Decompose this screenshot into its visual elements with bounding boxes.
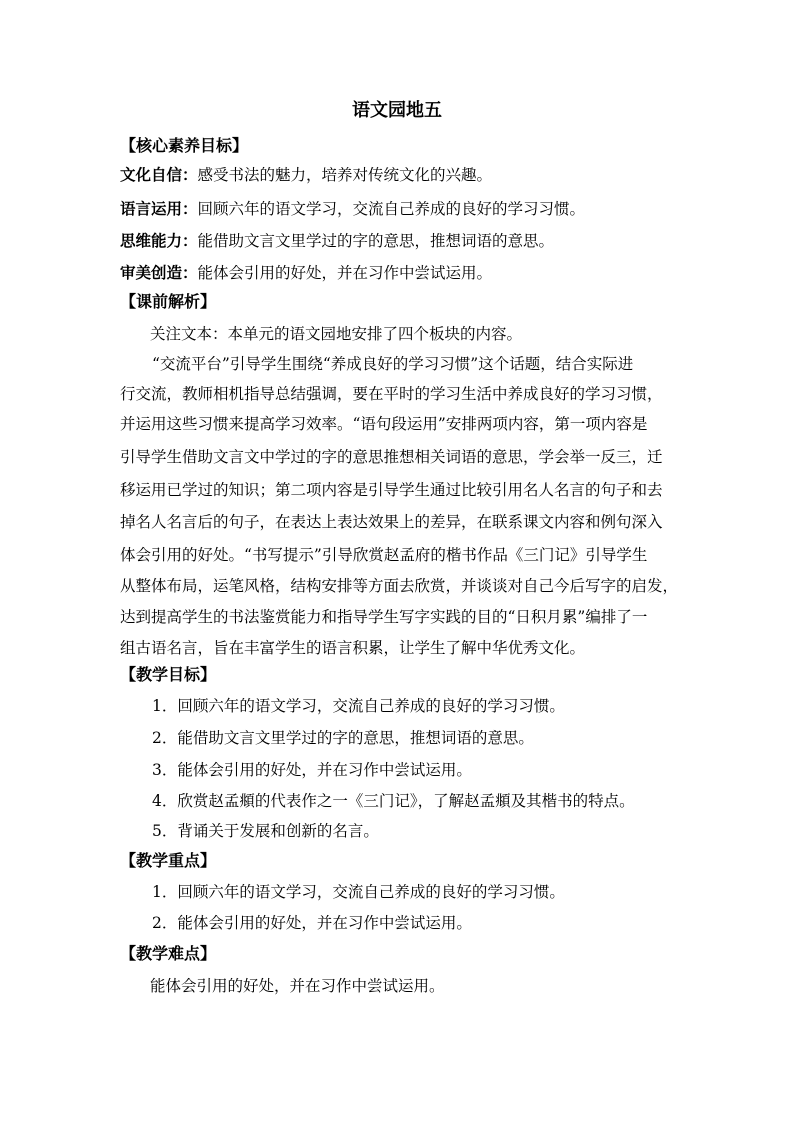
- analysis-heading: 【课前解析】: [120, 292, 217, 311]
- analysis-line: 掉名人名言后的句子，在表达上表达效果上的差异，在联系课文内容和例句深入: [120, 513, 663, 531]
- objective-item: 1．回顾六年的语文学习，交流自己养成的良好的学习习惯。: [152, 697, 565, 715]
- page-title: 语文园地五: [352, 100, 442, 121]
- analysis-line: 达到提高学生的书法鉴赏能力和指导学生写字实践的目的“日积月累”编排了一: [120, 608, 648, 626]
- analysis-line: 移运用已学过的知识；第二项内容是引导学生通过比较引用名人名言的句子和去: [120, 481, 663, 499]
- core-goal-language: [120, 197, 680, 221]
- objective-item: 5．背诵关于发展和创新的名言。: [152, 822, 379, 840]
- core-goal-culture: [120, 163, 680, 187]
- core-goal-label: 文化自信：: [120, 165, 198, 184]
- key-points-heading: 【教学重点】: [120, 851, 217, 870]
- core-goal-label: 审美创造：: [120, 263, 198, 282]
- key-point-item: 2．能体会引用的好处，并在习作中尝试运用。: [152, 914, 472, 932]
- analysis-line: 组古语名言，旨在丰富学生的语言积累，让学生了解中华优秀文化。: [120, 639, 586, 657]
- difficulty-heading: 【教学难点】: [120, 944, 217, 963]
- core-goal-label: 语言运用：: [120, 199, 198, 218]
- analysis-line: “交流平台”引导学生围绕“养成良好的学习习惯”这个话题，结合实际进: [152, 355, 634, 373]
- analysis-line: 关注文本：本单元的语文园地安排了四个板块的内容。: [150, 325, 523, 343]
- core-goal-aesthetic: [120, 261, 680, 285]
- objective-item: 3．能体会引用的好处，并在习作中尝试运用。: [152, 761, 472, 779]
- analysis-line: 从整体布局，运笔风格，结构安排等方面去欣赏，并谈谈对自己今后写字的启发，: [120, 577, 679, 595]
- objective-item: 2．能借助文言文里学过的字的意思，推想词语的意思。: [152, 729, 534, 747]
- objective-item: 4．欣赏赵孟頫的代表作之一《三门记》，了解赵孟頫及其楷书的特点。: [152, 792, 635, 810]
- core-goals-heading: 【核心素养目标】: [120, 136, 249, 155]
- analysis-line: 并运用这些习惯来提高学习效率。“语句段运用”安排两项内容，第一项内容是: [120, 415, 648, 433]
- analysis-line: 体会引用的好处。“书写提示”引导欣赏赵孟府的楷书作品《三门记》引导学生: [120, 546, 648, 564]
- objectives-heading: 【教学目标】: [120, 665, 217, 684]
- analysis-line: 引导学生借助文言文中学过的字的意思推想相关词语的意思，学会举一反三，迁: [120, 448, 663, 466]
- key-point-item: 1．回顾六年的语文学习，交流自己养成的良好的学习习惯。: [152, 883, 565, 901]
- core-goal-label: 思维能力：: [120, 231, 198, 250]
- difficulty-text: 能体会引用的好处，并在习作中尝试运用。: [150, 977, 445, 995]
- core-goal-text: 感受书法的魅力，培养对传统文化的兴趣。: [197, 166, 493, 184]
- core-goal-text: 回顾六年的语文学习，交流自己养成的良好的学习习惯。: [197, 200, 586, 218]
- core-goal-text: 能体会引用的好处，并在习作中尝试运用。: [197, 264, 493, 282]
- core-goal-thinking: [120, 229, 680, 253]
- core-goal-text: 能借助文言文里学过的字的意思，推想词语的意思。: [197, 232, 555, 250]
- analysis-line: 行交流，教师相机指导总结强调，要在平时的学习生活中养成良好的学习习惯，: [120, 385, 663, 403]
